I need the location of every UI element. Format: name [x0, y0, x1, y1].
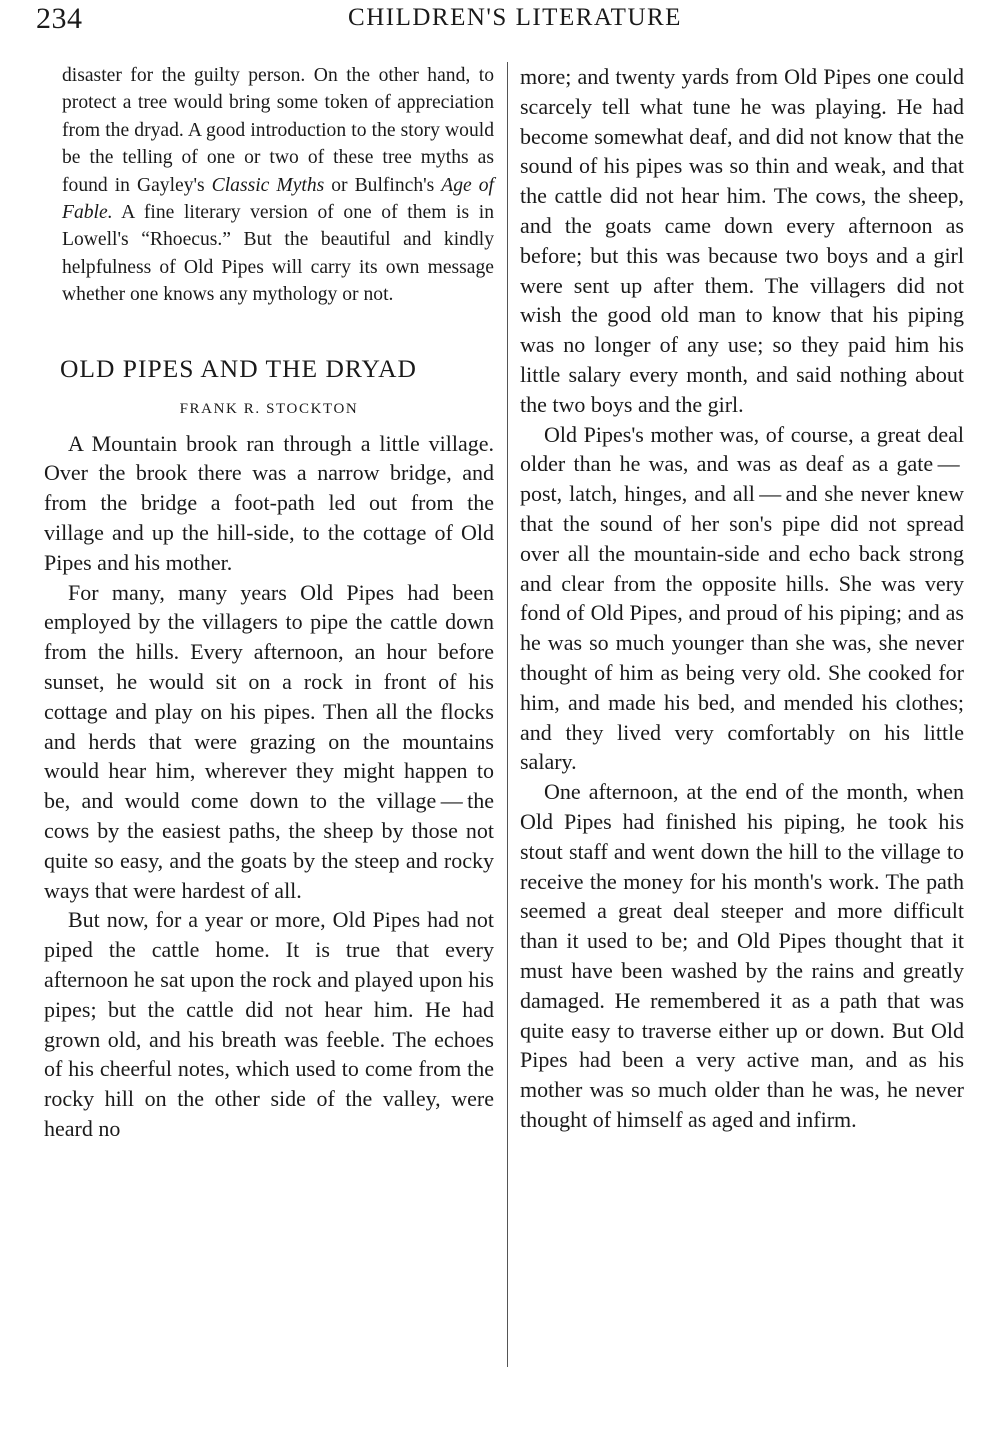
- story-text-left: [44, 429, 494, 1144]
- paragraph: For many, many years Old Pipes had been employed by the villagers to pipe the cattle down from the hills. Every afternoon, an hour before sunset, he would sit on a rock in front of his cottage and play on his pipes. Then all the flocks and herds that were grazing on the mountains would hear him, wherever they might happen to be, and would come down to the village — the cows by the easiest paths, the sheep by those not quite so easy, and the goats by the steep and rocky ways that were hardest of all.: [44, 579, 494, 903]
- story-text-right: [520, 62, 964, 1135]
- intro-note: [44, 62, 494, 309]
- running-title: CHILDREN'S LITERATURE: [348, 4, 682, 31]
- paragraph: more; and twenty yards from Old Pipes one could scarcely tell what tune he was playing. He had become somewhat deaf, and did not know that the sound of his pipes was so thin and weak, and that the cattle did not hear him. The cows, the sheep, and the goats came down every afternoon as before; but this was because two boys and a girl were sent up after them. The villagers did not wish the good old man to know that his piping was no longer of any use; so they paid him his little salary every month, and said nothing about the two boys and the girl.: [520, 64, 964, 417]
- book-title-classic-myths: Classic Myths: [211, 174, 325, 196]
- column-divider: [507, 62, 508, 1367]
- paragraph: A Mountain brook ran through a little village. Over the brook there was a narrow bridge, and from the bridge a foot-path led out from the village and up the hill-side, to the cottage of Old Pipes and his mother.: [44, 430, 494, 575]
- story-title: OLD PIPES AND THE DRYAD: [60, 353, 417, 383]
- right-column: [520, 62, 964, 1135]
- book-title-age-of-fable: Age of Fable.: [62, 174, 494, 224]
- story-author: FRANK R. STOCKTON: [179, 400, 359, 417]
- paragraph: But now, for a year or more, Old Pipes had not piped the cattle home. It is true that every afternoon he sat upon the rock and played upon his pipes; but the cattle did not hear him. He had grown old, and his breath was feeble. The echoes of his cheerful notes, which used to come from the rocky hill on the other side of the valley, were heard no: [44, 907, 494, 1141]
- left-column: [44, 62, 494, 1144]
- paragraph: Old Pipes's mother was, of course, a great deal older than he was, and was as deaf as a gate — post, latch, hinges, and all — and she never knew that the sound of her son's pipe did not spread over all the mountain-side and echo back strong and clear from the opposite hills. She was very fond of Old Pipes, and proud of his piping; and as he was so much younger than she was, she never thought of him as being very old. She cooked for him, and made his bed, and mended his clothes; and they lived very comfortably on his little salary.: [520, 421, 964, 775]
- running-head: [0, 4, 1000, 32]
- page-number: 234: [36, 2, 83, 35]
- intro-paragraph: disaster for the guilty person. On the other hand, to protect a tree would bring some token of appreciation from the dryad. A good introduction to the story would be the telling of one or two of these tree myths as found in Gayley's Classic Myths or Bulfinch's Age of Fable. A fine literary version of one of them is in Lowell's “Rhoecus.” But the beautiful and kindly helpfulness of Old Pipes will carry its own message whether one knows any mythology or not.: [62, 65, 494, 306]
- paragraph: One afternoon, at the end of the month, when Old Pipes had finished his piping, he took his stout staff and went down the hill to the village to receive the money for his month's work. The path seemed a great deal steeper and more difficult than it used to be; and Old Pipes thought that it must have been washed by the rains and greatly damaged. He remembered it as a path that was quite easy to traverse either up or down. But Old Pipes had been a very active man, and as his mother was so much older than he was, he never thought of himself as aged and infirm.: [520, 779, 964, 1132]
